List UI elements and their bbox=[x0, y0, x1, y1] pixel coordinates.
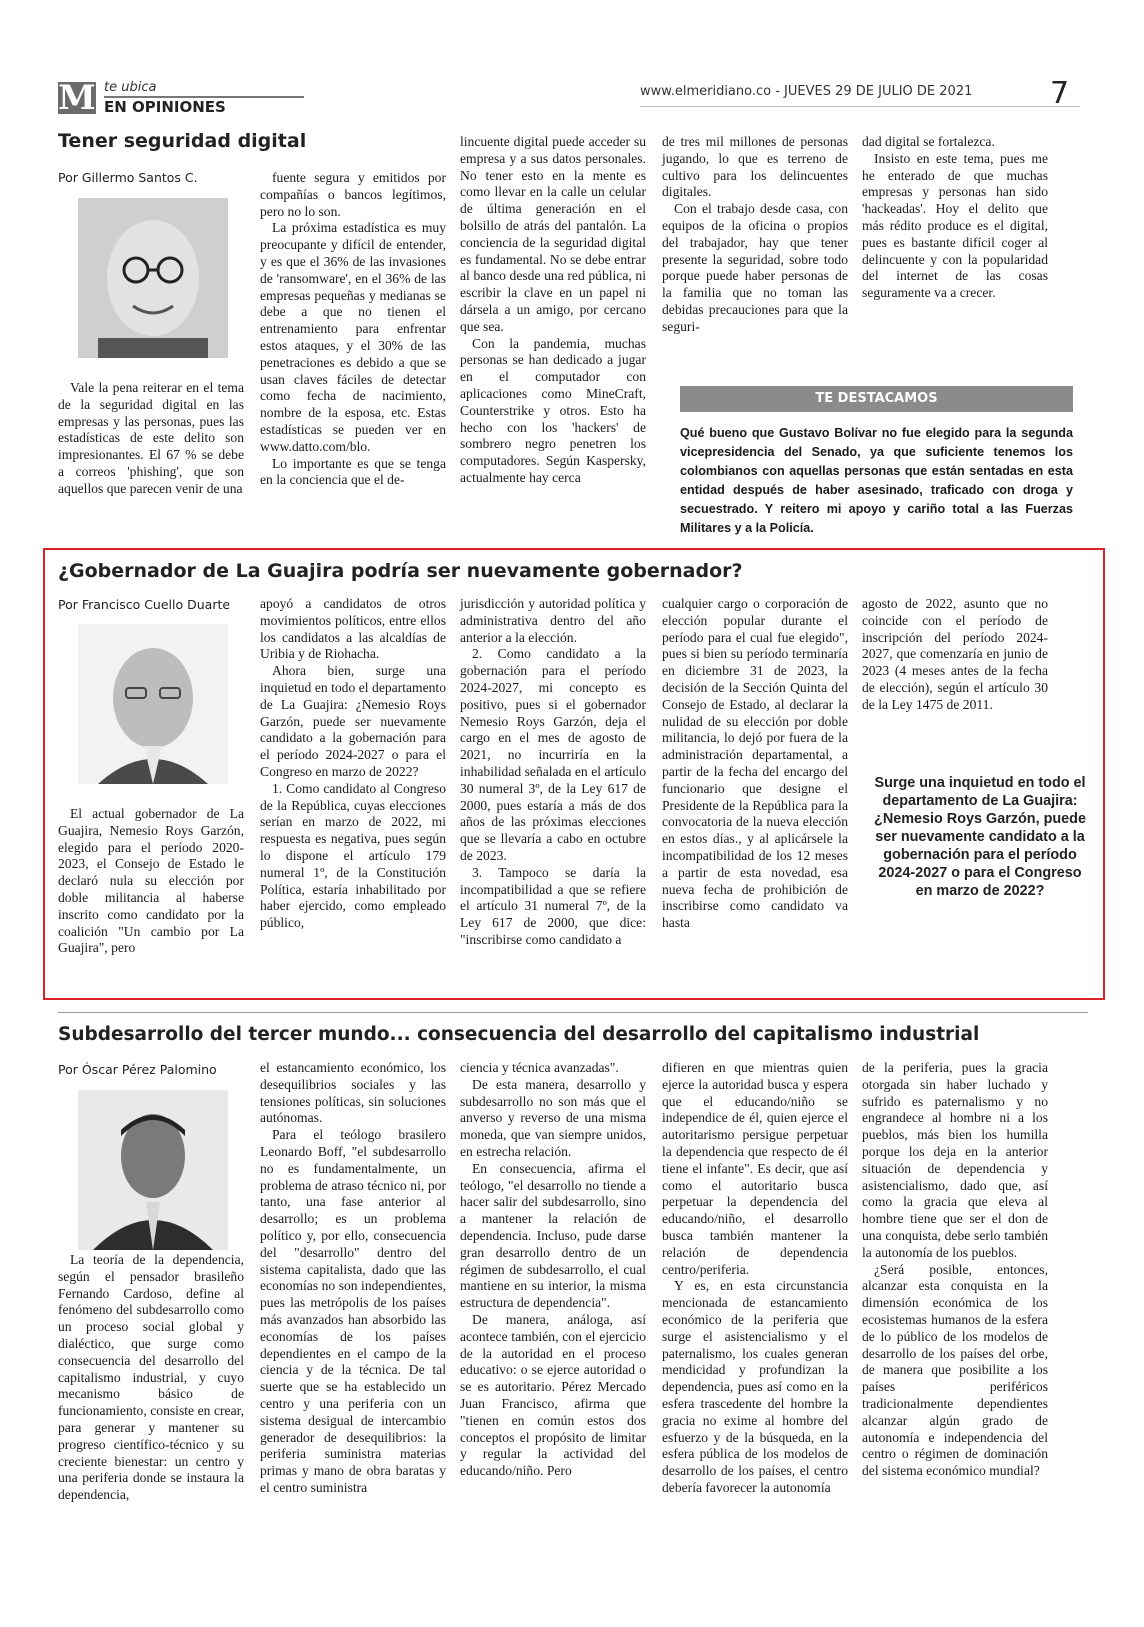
article1-col2: fuente segura y emitidos por compañías o bancos legítimos, pero no lo son. La próxima estadística es muy preocupante y difícil de entender, y es que el 36% de las invasiones de 'ransomware', en el 36% de las empresas pequeñas y medianas se debe a que no tienen el entrenamiento para enfrentar estos ataques, y el 30% de las penetraciones es debido a que se usan claves fáciles de detectar como fecha de nacimiento, nombre de la esposa, etc. Estas estadísticas se pueden ver en www.datto.com/blo. Lo importante es que se tenga en la conciencia que el de- bbox=[260, 170, 446, 488]
te-destacamos-text: Qué bueno que Gustavo Bolívar no fue elegido para la segunda vicepresidencia del Senado, ya que suficiente tenemos los colombianos con aquellas personas que están sentadas en esta entidad después de haber asesinado, traficado con droga y secuestrado. Y reitero mi apoyo y cariño total a las Fuerzas Militares y a la Policía. bbox=[680, 426, 1073, 535]
article2-col1: El actual gobernador de La Guajira, Nemesio Roys Garzón, elegido para el período 2020-2023, el Consejo de Estado le declaró nula su elección por doble militancia al haberse inscrito como candidato por la coalición "Un cambio por La Guajira", pero bbox=[58, 806, 244, 956]
article2-col3: jurisdicción y autoridad política y administrativa dentro del año anterior a la elección. 2. Como candidato a la gobernación para el período 2024-2027, mi concepto es positivo, pues si el gobernador Nemesio Roys Garzón, deja el cargo en el mes de agosto de 2021, no incurriría en la inhabilidad señalada en el artículo 30 numeral 3º, de la Ley 617 de 2000, pues estaría a más de dos años de las próximas elecciones que se llevaría a cabo en octubre de 2023. 3. Tampoco se daría la incompatibilidad a que se refiere el artículo 31 numeral 7º, de la Ley 617 de 2000, que dice: "inscribirse como candidato a bbox=[460, 596, 646, 947]
newspaper-logo: M bbox=[58, 78, 96, 118]
article3-col1: La teoría de la dependencia, según el pensador brasileño Fernando Cardoso, define al fenómeno del subdesarrollo como un proceso social global y dialéctico, que surge como consecuencia del desarrollo del capitalismo industrial, y cuyo mecanismo básico de funcionamiento, consiste en crear, para generar y mantener su progreso científico-técnico y su creciente bienestar: un centro y una periferia donde se instaura la dependencia, bbox=[58, 1252, 244, 1503]
article1-col4: de tres mil millones de personas jugando, lo que es terreno de cultivo para los delincuentes digitales. Con el trabajo desde casa, con equipos de la oficina o propios del trabajador, hay que tener presente la seguridad, sobre todo porque puede haber personas de la familia que no toman las debidas precauciones para que la seguri- bbox=[662, 134, 848, 334]
pull-quote: Surge una inquietud en todo el departamento de La Guajira: ¿Nemesio Roys Garzón, puede ser nuevamente candidato a la gobernación para el período 2024-2027 o para el Congreso en marzo de 2022? bbox=[874, 775, 1086, 899]
header-rule bbox=[640, 106, 1080, 107]
article1-col1: Vale la pena reiterar en el tema de la seguridad digital en las empresas y las personas, pues las estadísticas de este delito son impresionantes. El 67 % se debe a correos 'phishing', que son aquellos que parecen venir de una bbox=[58, 380, 244, 496]
section-divider bbox=[58, 1012, 1088, 1013]
section-title: EN OPINIONES bbox=[104, 98, 226, 116]
article3-col3: ciencia y técnica avanzadas". De esta manera, desarrollo y subdesarrollo no son más que el anverso y reverso de una misma moneda, que van siempre unidos, en estrecha relación. En consecuencia, afirma el teólogo, "el desarrollo no tiende a hacer salir del subdesarrollo, sino a mantener la relación de dependencia. Incluso, pude darse gran desarrollo dentro de un régimen de subdesarrollo, el cual mantiene en su interior, la misma estructura de dependencia". De manera, análoga, así acontece también, con el ejercicio de la autoridad en el proceso educativo: o se ejerce autoridad o se es autoritario. Pérez Mercado Juan Francisco, afirma que "tienen en común estos dos conceptos el propósito de limitar y regular la actividad del educando/niño. Pero bbox=[460, 1060, 646, 1479]
author-portrait-icon bbox=[78, 1090, 228, 1250]
article2-title: ¿Gobernador de La Guajira podría ser nuevamente gobernador? bbox=[58, 560, 743, 582]
article2-author: Por Francisco Cuello Duarte bbox=[58, 597, 231, 612]
site-date: www.elmeridiano.co - JUEVES 29 DE JULIO DE 2021 bbox=[640, 84, 973, 99]
author-portrait-icon bbox=[78, 624, 228, 784]
article1-author: Por Gillermo Santos C. bbox=[58, 170, 198, 185]
article3-col5: de la periferia, pues la gracia otorgada sin haber luchado y sufrido es paternalismo y no engrandece al hombre ni a los pueblos, más bien los humilla porque los deja en la anterior situación de dependencia y asistencialismo, dado que, así como la gracia que eleva al hombre tiene que ser el don de una conquista, debe serlo también la autonomía de los pueblos. ¿Será posible, entonces, alcanzar esta conquista en la dimensión económica de los ecosistemas humanos de la esfera de lo público de los modelos de desarrollo de los países del orbe, de manera que posibilite a los países periféricos tradicionalmente dependientes alcanzar algún grado de autonomía e independencia del centro o régimen de dominación del sistema económico mundial? bbox=[862, 1060, 1048, 1479]
author-portrait-icon bbox=[78, 198, 228, 358]
article3-col4: difieren en que mientras quien ejerce la autoridad busca y espera que el educando/niño se independice de él, quien ejerce el autoritarismo persigue perpetuar la dependencia que respecto de él tiene el infante". Es decir, que así como el autoritario busca perpetuar la dependencia del educando/niño, el desarrollo busca también mantener la relación de dependencia centro/periferia. Y es, en esta circunstancia mencionada de estancamiento económico de la periferia que surge el asistencialismo y el paternalismo, los cuales generan mendicidad y profundizan la dependencia, pues así como en la esfera trascedente del hombre la gracia no exime al hombre del esfuerzo y de la búsqueda, en la esfera pública de los modelos de desarrollo de los países, el centro debería favorecer la autonomía bbox=[662, 1060, 848, 1495]
article3-col2: el estancamiento económico, los desequilibrios sociales y las tensiones políticas, sin soluciones autónomas. Para el teólogo brasilero Leonardo Boff, "el subdesarrollo no es fundamentalmente, un problema de atraso técnico ni, por tanto, una fase anterior al desarrollo; es un problema político y, por ello, consecuencia del "desarrollo" dentro del sistema capitalista, dado que las economías no son independientes, pues las metrópolis de los países más avanzados han absorbido las economías de los países dependientes en el campo de la ciencia y de la técnica. De tal suerte que se ha establecido un centro y una periferia con un sistema desigual de intercambio generador de desequilibrios: la periferia suministra materias primas y mano de obra baratas y el centro suministra bbox=[260, 1060, 446, 1495]
article3-author: Por Óscar Pérez Palomino bbox=[58, 1062, 217, 1077]
article2-col2: apoyó a candidatos de otros movimientos políticos, entre ellos los candidatos a las alcaldías de Uribia y de Riohacha. Ahora bien, surge una inquietud en todo el departamento de La Guajira: ¿Nemesio Roys Garzón, puede ser nuevamente candidato a la gobernación para el período 2024-2027 o para el Congreso en marzo de 2022? 1. Como candidato al Congreso de la República, cuyas elecciones serían en marzo de 2022, mi respuesta es negativa, pues según lo dispone el artículo 179 numeral 1º, de la Constitución Política, estaría inhabilitado por haber ejercido, como empleado público, bbox=[260, 596, 446, 931]
article1-title: Tener seguridad digital bbox=[58, 130, 307, 152]
article1-col3: lincuente digital puede acceder su empresa y a sus datos personales. No tener esto en la mente es como llevar en la calle un celular de última generación en el bolsillo de atrás del pantalón. La conciencia de la seguridad digital es fundamental. No se debe entrar al banco desde una red pública, ni escribir la clave en un papel ni dársela a un amigo, por cercano que sea. Con la pandemia, muchas personas se han dedicado a jugar en el computador con aplicaciones como MineCraft, Counterstrike y otros. Esto ha hecho con los 'hackers' de sombrero negro penetren los computadores. Según Kaspersky, actualmente hay cerca bbox=[460, 134, 646, 485]
logo-tagline: te ubica bbox=[104, 80, 157, 95]
article1-col5: dad digital se fortalezca. Insisto en este tema, pues me he enterado de que muchas empresas y personas han sido 'hackeadas'. Hoy el delito que más rédito produce es el digital, pues es bastante difícil coger al delincuente y con la popularidad del internet de las cosas seguramente va a crecer. bbox=[862, 134, 1048, 301]
article2-col5: agosto de 2022, asunto que no coincide con el período de inscripción del período 2024-2027, que comenzaría en junio de 2023 (4 meses antes de la fecha de elección), según el artículo 30 de la Ley 1475 de 2011. bbox=[862, 596, 1048, 712]
article2-col4: cualquier cargo o corporación de elección popular durante el período para el cual fue elegido", pues si bien su período terminaría en diciembre 31 de 2023, la decisión de la Sección Quinta del Consejo de Estado, al declarar la nulidad de su elección por doble militancia, lo dejó por fuera de la administración departamental, a partir de la fecha del encargo del funcionario que designe el Presidente de la República para la convocatoria de la nueva elección en estos días., y al aplicársele la incompatibilidad de los 12 meses a partir de esta novedad, esa nueva fecha de prohibición de inscribirse como candidato va hasta bbox=[662, 596, 848, 931]
article3-title: Subdesarrollo del tercer mundo... consecuencia del desarrollo del capitalismo industrial bbox=[58, 1024, 980, 1045]
page-number: 7 bbox=[1050, 76, 1070, 111]
te-destacamos-label: TE DESTACAMOS bbox=[680, 386, 1073, 412]
